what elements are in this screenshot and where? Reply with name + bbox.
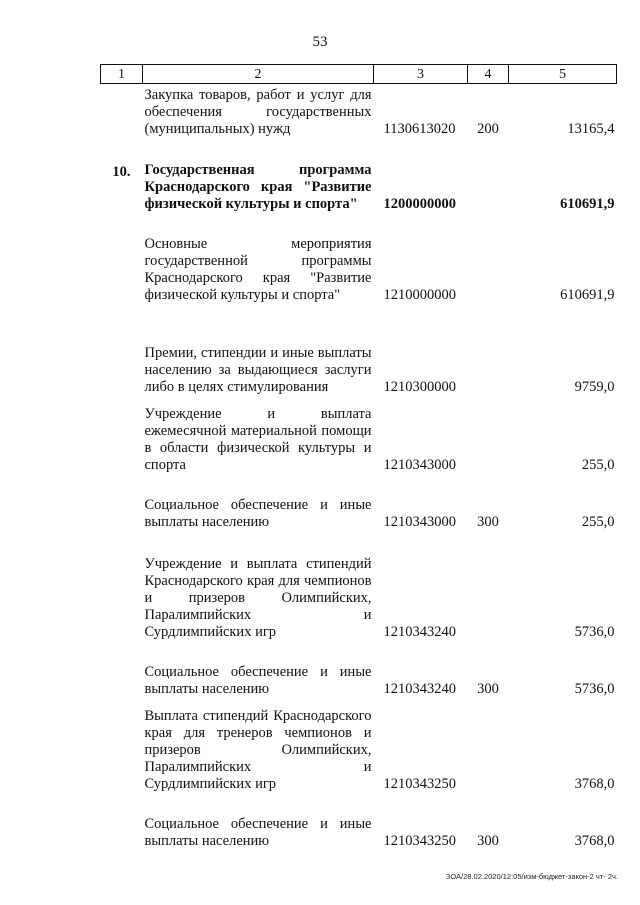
page-number: 53 [312, 34, 328, 50]
row-number [101, 641, 143, 698]
row-name: Учреждение и выплата стипендий Краснодарского края для чемпионов и призеров Олимпийских, Паралимпийских и Сурдлимпийских игр [144, 555, 372, 640]
amount: 255,0 [581, 513, 615, 530]
table-row [101, 474, 617, 531]
table-row [101, 531, 617, 641]
target-article-code: 1210343000 [383, 456, 456, 473]
table-row [101, 84, 617, 138]
row-number: 10. [112, 163, 131, 180]
target-article-code: 1210343250 [383, 775, 456, 792]
table-header-row [101, 65, 617, 84]
row-number [101, 396, 143, 474]
table-row [101, 698, 617, 793]
target-article-code: 1210343240 [383, 623, 456, 640]
row-name: Премии, стипендии и иные выплаты населению за выдающиеся заслуги либо в целях стимулирования [144, 344, 372, 395]
expense-type-code [468, 138, 509, 213]
target-article-code: 1130613020 [383, 120, 456, 137]
target-article-code: 1210343240 [383, 680, 456, 697]
footer-file-stamp: ЗОА/28.02.2020/12:05/изм-бюджет-закон-2 чт- 2ч. [445, 872, 618, 881]
amount: 3768,0 [574, 775, 615, 792]
row-name: Учреждение и выплата ежемесячной материальной помощи в области физической культуры и спорта [144, 405, 372, 473]
row-number [101, 793, 143, 850]
target-article-code: 1210300000 [383, 378, 456, 395]
column-header: 1 [101, 65, 143, 84]
row-name: Основные мероприятия государственной программы Краснодарского края "Развитие физической культуры и спорта" [144, 235, 372, 303]
expense-type-code [468, 396, 509, 474]
target-article-code: 1200000000 [383, 195, 456, 212]
table-row [101, 304, 617, 396]
table-row [101, 641, 617, 698]
row-name: Закупка товаров, работ и услуг для обеспечения государственных (муниципальных) нужд [144, 86, 372, 137]
table-row [101, 396, 617, 474]
amount: 610691,9 [560, 195, 615, 212]
column-header: 4 [468, 65, 509, 84]
row-number [101, 304, 143, 396]
row-name: Социальное обеспечение и иные выплаты населению [144, 815, 372, 849]
expense-type-code [468, 531, 509, 641]
column-header: 5 [509, 65, 617, 84]
amount: 5736,0 [574, 623, 615, 640]
expense-type-code: 300 [477, 832, 499, 849]
amount: 5736,0 [574, 680, 615, 697]
target-article-code: 1210343250 [383, 832, 456, 849]
row-name: Социальное обеспечение и иные выплаты населению [144, 496, 372, 530]
amount: 610691,9 [560, 286, 615, 303]
amount: 13165,4 [567, 120, 615, 137]
expense-type-code [468, 304, 509, 396]
column-header: 3 [374, 65, 468, 84]
row-name: Государственная программа Краснодарского края "Развитие физической культуры и спорта" [144, 161, 372, 212]
target-article-code: 1210343000 [383, 513, 456, 530]
row-number [101, 531, 143, 641]
row-name: Выплата стипендий Краснодарского края для тренеров чемпионов и призеров Олимпийских, Паралимпийских и Сурдлимпийских игр [144, 707, 372, 792]
row-number [101, 213, 143, 304]
amount: 9759,0 [574, 378, 615, 395]
column-header: 2 [143, 65, 374, 84]
expense-type-code: 300 [477, 513, 499, 530]
row-number [101, 84, 143, 138]
target-article-code: 1210000000 [383, 286, 456, 303]
amount: 255,0 [581, 456, 615, 473]
table-row [101, 138, 617, 213]
expense-type-code [468, 213, 509, 304]
table-row [101, 213, 617, 304]
row-number [101, 698, 143, 793]
budget-table [100, 64, 617, 850]
expense-type-code [468, 698, 509, 793]
row-name: Социальное обеспечение и иные выплаты населению [144, 663, 372, 697]
expense-type-code: 300 [477, 680, 499, 697]
amount: 3768,0 [574, 832, 615, 849]
expense-type-code: 200 [477, 120, 499, 137]
table-row [101, 793, 617, 850]
row-number [101, 474, 143, 531]
